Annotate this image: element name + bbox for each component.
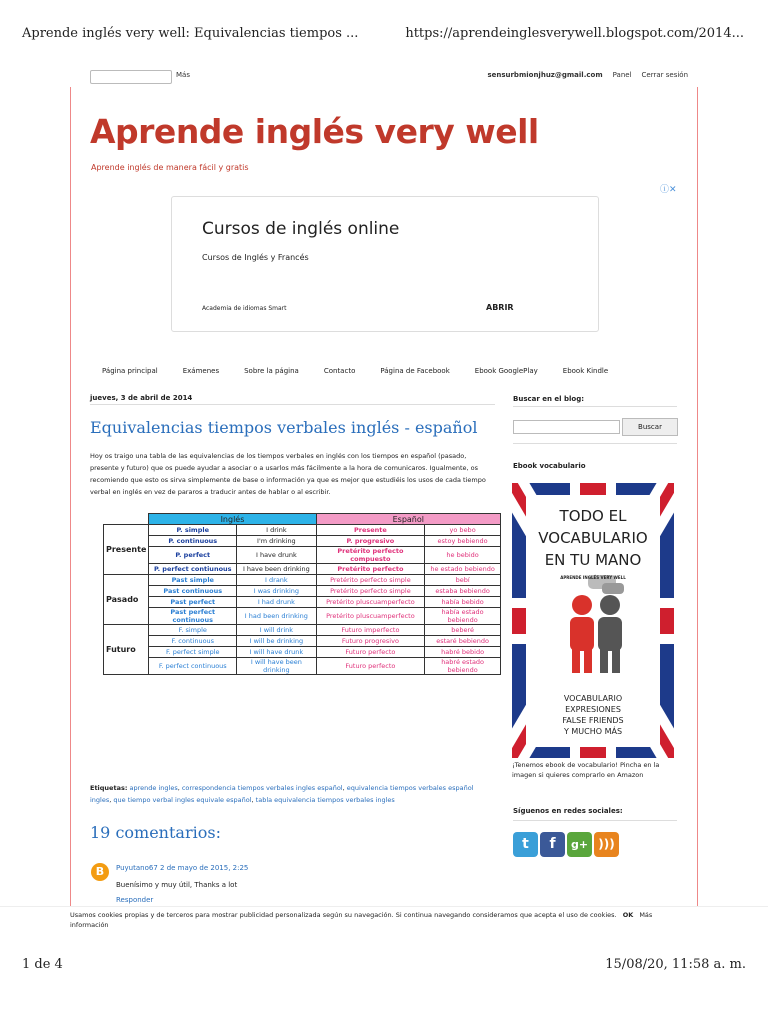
page-menu [102, 367, 633, 375]
blog-search-input[interactable] [513, 420, 620, 434]
label-link[interactable]: tabla equivalencia tiempos verbales ingles [255, 796, 395, 804]
google-plus-icon[interactable]: g+ [567, 832, 592, 857]
labels-prefix: Etiquetas: [90, 784, 128, 792]
cell-en-example: I drink [237, 525, 316, 536]
menu-item-contact[interactable]: Contacto [323, 367, 356, 375]
cell-es-example: estaré bebiendo [425, 636, 501, 647]
sidebar-divider [513, 820, 677, 821]
cell-es-example: había bebido [425, 597, 501, 608]
menu-item-facebook[interactable]: Página de Facebook [380, 367, 450, 375]
comment-author[interactable]: Puyutano67 [116, 864, 158, 872]
print-page-title: Aprende inglés very well: Equivalencias tiempos ... [22, 26, 359, 41]
print-page-number: 1 de 4 [22, 957, 63, 972]
sidebar-divider [513, 406, 677, 407]
search-label: Buscar en el blog: [513, 395, 585, 403]
social-label: Síguenos en redes sociales: [513, 807, 623, 815]
post-body: Hoy os traigo una tabla de las equivalencias de los tiempos verbales en inglés con los tiempos en español (pasado, presente y futuro) que os puede ayudar a asociar o a usarlos más fácilmente a la hora de comunicaros. Igualmente, os recomiendo que esto os sirva simplemente de base o información ya que es mejor que estudiéis los usos de cada tiempo verbal en inglés en vez de pararos a traducir antes de hablar o al escribir. [90, 452, 486, 496]
table-row [104, 536, 501, 547]
group-label: Futuro [104, 625, 149, 675]
cell-en-tense: Past perfect continuous [149, 608, 237, 625]
sidebar-divider [513, 443, 677, 444]
header-spanish: Español [316, 514, 500, 525]
cell-es-tense: Pretérito perfecto simple [316, 575, 425, 586]
print-page-url: https://aprendeinglesverywell.blogspot.com/2014... [405, 26, 744, 41]
blog-search-button[interactable]: Buscar [622, 418, 678, 436]
navbar-search-input[interactable] [90, 70, 172, 84]
ad-banner[interactable] [171, 196, 599, 332]
blogger-navbar [70, 64, 698, 86]
blog-title[interactable]: Aprende inglés very well [90, 112, 539, 151]
cover-title-line: EN TU MANO [544, 551, 642, 569]
cell-en-example: I have drunk [237, 547, 316, 564]
ebook-cover-title [512, 505, 674, 571]
cell-en-tense: F. perfect simple [149, 647, 237, 658]
cell-es-tense: Futuro progresivo [316, 636, 425, 647]
cell-es-tense: Pretérito perfecto simple [316, 586, 425, 597]
comment-date[interactable]: 2 de mayo de 2015, 2:25 [160, 864, 249, 872]
group-label: Pasado [104, 575, 149, 625]
date-divider [90, 404, 495, 405]
cell-en-example: I will be drinking [237, 636, 316, 647]
cell-en-tense: Past perfect [149, 597, 237, 608]
table-row [104, 586, 501, 597]
post-labels: Etiquetas: aprende ingles, correspondencia tiempos verbales ingles español, equivalencia tiempos verbales español ingles, que tiempo verbal ingles equivale español, tabla equivalencia tiempos verbales ingles [90, 784, 474, 804]
cell-en-example: I have been drinking [237, 564, 316, 575]
cell-en-tense: F. continuous [149, 636, 237, 647]
label-link[interactable]: correspondencia tiempos verbales ingles español [181, 784, 343, 792]
menu-item-exams[interactable]: Exámenes [182, 367, 220, 375]
twitter-icon[interactable]: t [513, 832, 538, 857]
rss-icon[interactable]: ))) [594, 832, 619, 857]
cell-en-example: I will have drunk [237, 647, 316, 658]
verb-tenses-table [103, 513, 501, 675]
menu-item-ebook-googleplay[interactable]: Ebook GooglePlay [474, 367, 538, 375]
navbar-email: sensurbmionjhuz@gmail.com [487, 71, 603, 79]
navbar-logout-link[interactable]: Cerrar sesión [641, 71, 688, 79]
social-icons [513, 832, 619, 857]
cell-en-example: I had drunk [237, 597, 316, 608]
ad-choices-icon[interactable]: ⓘ✕ [660, 185, 677, 195]
cell-es-example: yo bebo [425, 525, 501, 536]
cookie-ok-button[interactable]: OK [622, 911, 634, 919]
ebook-caption: ¡Tenemos ebook de vocabulario! Pincha en la imagen si quieres comprarlo en Amazon [512, 761, 660, 779]
cookie-message: Usamos cookies propias y de terceros para mostrar publicidad personalizada según su navegación. Si continua navegando consideramos que acepta el uso de cookies. [70, 911, 617, 919]
cell-en-example: I had been drinking [237, 608, 316, 625]
comments-title: 19 comentarios: [90, 823, 221, 842]
ad-title[interactable]: Cursos de inglés online [202, 219, 400, 239]
cover-title-line: VOCABULARIO [538, 529, 648, 547]
cover-footer-line: VOCABULARIO [563, 694, 623, 703]
cell-en-tense: F. simple [149, 625, 237, 636]
cell-en-tense: F. perfect continuous [149, 658, 237, 675]
navbar-panel-link[interactable]: Panel [612, 71, 632, 79]
cell-es-example: habré bebido [425, 647, 501, 658]
table-row [104, 647, 501, 658]
table-row [104, 658, 501, 675]
facebook-icon[interactable]: f [540, 832, 565, 857]
cell-es-example: beberé [425, 625, 501, 636]
cell-en-tense: P. perfect [149, 547, 237, 564]
cell-es-tense: Pretérito perfecto compuesto [316, 547, 425, 564]
cell-es-tense: Pretérito pluscuamperfecto [316, 597, 425, 608]
cell-es-tense: Presente [316, 525, 425, 536]
cell-es-tense: P. progresivo [316, 536, 425, 547]
cover-footer-line: Y MUCHO MÁS [563, 727, 623, 736]
ad-description: Cursos de Inglés y Francés [202, 253, 309, 262]
cell-es-tense: Futuro imperfecto [316, 625, 425, 636]
cell-en-tense: P. simple [149, 525, 237, 536]
cookie-text-block [70, 910, 690, 930]
table-row [104, 547, 501, 564]
cell-es-example: habré estado bebiendo [425, 658, 501, 675]
ad-company: Academia de idiomas Smart [202, 305, 287, 312]
table-row [104, 597, 501, 608]
table-row [104, 564, 501, 575]
ebook-label: Ebook vocabulario [513, 462, 586, 470]
cell-es-example: estoy bebiendo [425, 536, 501, 547]
cell-es-tense: Pretérito perfecto [316, 564, 425, 575]
table-row [104, 636, 501, 647]
cell-en-example: I will drink [237, 625, 316, 636]
cover-footer-line: FALSE FRIENDS [562, 716, 624, 725]
menu-item-about[interactable]: Sobre la página [244, 367, 299, 375]
blog-subtitle: Aprende inglés de manera fácil y gratis [91, 163, 249, 172]
table-row [104, 608, 501, 625]
cover-footer-line: EXPRESIONES [565, 705, 621, 714]
ebook-cover-image[interactable] [512, 483, 674, 758]
table-row [104, 525, 501, 536]
table-row [104, 625, 501, 636]
cell-es-tense: Futuro perfecto [316, 647, 425, 658]
table-corner [104, 514, 149, 525]
cell-en-tense: Past simple [149, 575, 237, 586]
cell-es-example: bebí [425, 575, 501, 586]
ad-open-button[interactable]: ABRIR [486, 303, 514, 312]
header-english: Inglés [149, 514, 316, 525]
post-title[interactable]: Equivalencias tiempos verbales inglés - español [90, 418, 478, 437]
table-row [104, 575, 501, 586]
navbar-more-link[interactable]: Más [176, 71, 190, 79]
cookie-more-link[interactable]: Más información [70, 911, 653, 929]
cell-en-tense: P. continuous [149, 536, 237, 547]
ebook-cover-footer [512, 693, 674, 737]
cell-en-tense: Past continuous [149, 586, 237, 597]
menu-item-home[interactable]: Página principal [102, 367, 158, 375]
print-datetime: 15/08/20, 11:58 a. m. [605, 957, 746, 972]
cell-es-example: he bebido [425, 547, 501, 564]
blogger-avatar-icon[interactable]: B [91, 863, 109, 881]
cell-es-tense: Pretérito pluscuamperfecto [316, 608, 425, 625]
label-link[interactable]: que tiempo verbal ingles equivale español [113, 796, 252, 804]
cell-en-example: I drank [237, 575, 316, 586]
post-date: jueves, 3 de abril de 2014 [90, 394, 193, 402]
cell-en-example: I was drinking [237, 586, 316, 597]
menu-item-ebook-kindle[interactable]: Ebook Kindle [562, 367, 609, 375]
cell-en-example: I'm drinking [237, 536, 316, 547]
cell-en-example: I will have been drinking [237, 658, 316, 675]
cell-es-example: estaba bebiendo [425, 586, 501, 597]
cell-en-tense: P. perfect contiunous [149, 564, 237, 575]
navbar-account [487, 71, 688, 79]
label-link[interactable]: equivalencia tiempos verbales español ingles [90, 784, 474, 804]
cell-es-example: he estado bebiendo [425, 564, 501, 575]
group-label: Presente [104, 525, 149, 575]
label-link[interactable]: aprende ingles [129, 784, 178, 792]
comment-text: Buenísimo y muy útil, Thanks a lot [116, 881, 238, 889]
cookie-banner [0, 906, 768, 935]
cell-es-tense: Futuro perfecto [316, 658, 425, 675]
cover-title-line: TODO EL [559, 507, 627, 525]
ebook-cover-brand: APRENDE INGLÉS VERY WELL [560, 575, 626, 580]
cell-es-example: había estado bebiendo [425, 608, 501, 625]
reply-link[interactable]: Responder [116, 896, 154, 904]
comment-meta [116, 864, 248, 872]
